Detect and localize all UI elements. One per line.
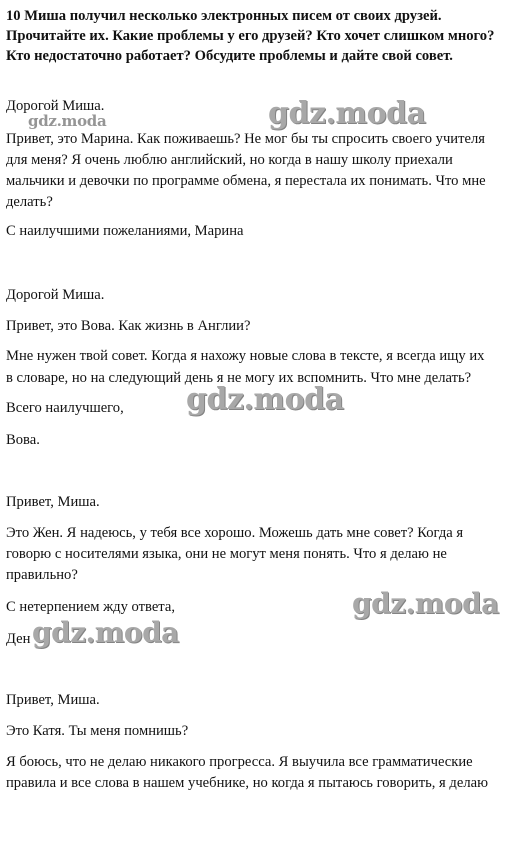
letter-line: Привет, это Марина. Как поживаешь? Не мог бы ты спросить своего учителя (6, 131, 485, 147)
letter-signature: Ден (6, 631, 31, 647)
watermark: gdz.moda (268, 96, 426, 131)
letter-signoff: С наилучшими пожеланиями, Марина (6, 223, 244, 239)
letter-greeting: Привет, Миша. (6, 692, 100, 708)
letter-line: Мне нужен твой совет. Когда я нахожу новые слова в тексте, я всегда ищу их (6, 348, 485, 364)
task-heading: 10 Миша получил несколько электронных писем от своих друзей. Прочитайте их. Какие проблемы у его друзей? Кто хочет слишком много? Кто недостаточно работает? Обсудите проблемы и дайте свой совет. (6, 8, 495, 64)
letter-line: Привет, это Вова. Как жизнь в Англии? (6, 318, 251, 334)
letter-line: Это Катя. Ты меня помнишь? (6, 723, 189, 739)
letter-line: правила и все слова в нашем учебнике, но когда я пытаюсь говорить, я делаю (6, 775, 488, 791)
letter-line: Я боюсь, что не делаю никакого прогресса. Я выучила все грамматические (6, 754, 473, 770)
letter-signoff: С нетерпением жду ответа, (6, 599, 175, 615)
watermark: gdz.moda (186, 382, 344, 417)
letter-line: правильно? (6, 567, 78, 583)
letter-line: Это Жен. Я надеюсь, у тебя все хорошо. Можешь дать мне совет? Когда я (6, 525, 464, 541)
letter-signoff: Всего наилучшего, (6, 400, 124, 416)
watermark: gdz.moda (352, 587, 499, 620)
watermark-small: gdz.moda (28, 112, 107, 130)
letter-line: для меня? Я очень люблю английский, но когда в нашу школу приехали (6, 152, 453, 168)
letter-line: мальчики и девочки по программе обмена, я перестала их понимать. Что мне (6, 173, 486, 189)
letter-greeting: Дорогой Миша. (6, 98, 105, 114)
letter-signature: Вова. (6, 432, 40, 448)
letter-line: в словаре, но на следующий день я не могу их вспомнить. Что мне делать? (6, 370, 472, 386)
letter-line: говорю с носителями языка, они не могут меня понять. Что я делаю не (6, 546, 447, 562)
letter-greeting: Дорогой Миша. (6, 287, 105, 303)
letter-line: делать? (6, 194, 53, 210)
letter-greeting: Привет, Миша. (6, 494, 100, 510)
watermark: gdz.moda (32, 616, 179, 649)
